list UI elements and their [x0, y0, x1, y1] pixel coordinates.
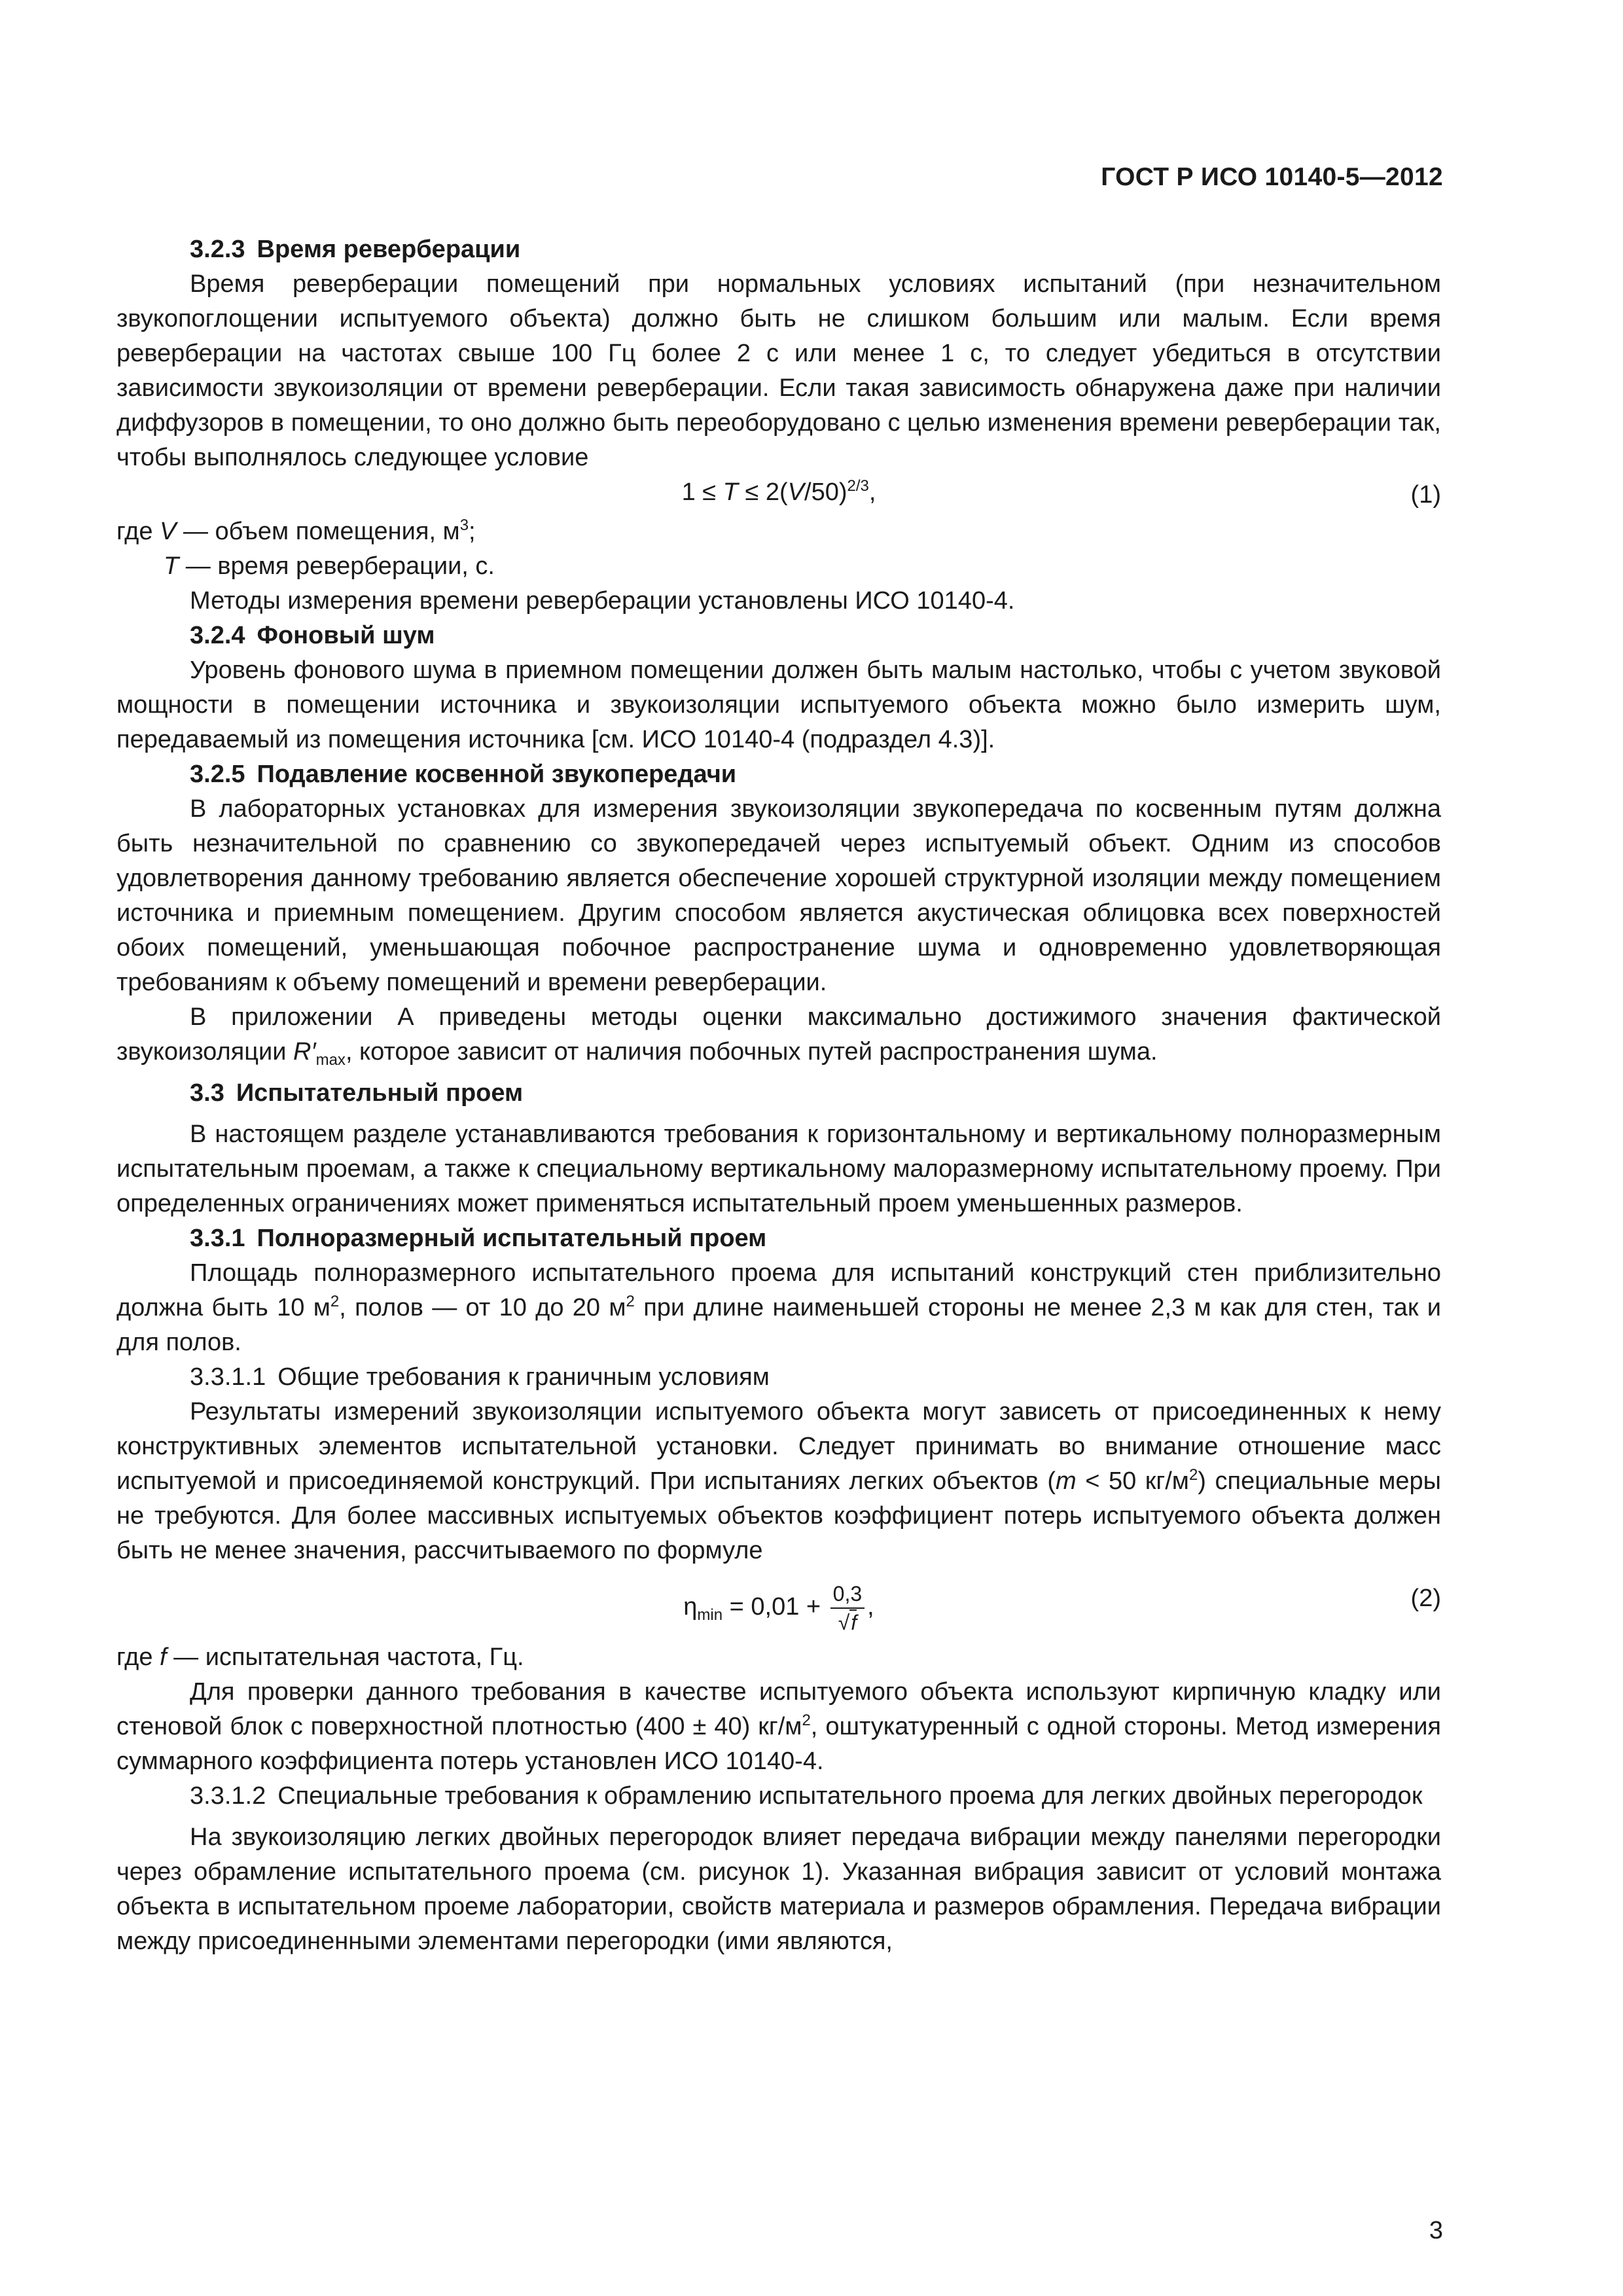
section-heading-3-3: 3.3 Испытательный проем [190, 1079, 524, 1107]
paragraph: Уровень фонового шума в приемном помещении должен быть малым настолько, чтобы с учетом звуковой мощности в помещении источника и звукоизоляции испытуемого объекта можно было измерить шум, передаваемый из помещения источника [см. ИСО 10140-4 (подраздел 4.3)]. [116, 656, 1441, 753]
page-number: 3 [1429, 2217, 1443, 2244]
equation-2: $\eta_{min} = 0,01$ + $\frac{0,3}{√f}$ , (2) [116, 1568, 1441, 1640]
subsection-heading-3-3-1-2: 3.3.1.2 Специальные требования к обрамлению испытательного проема для легких двойных перегородок [190, 1782, 1423, 1810]
equation-number: (2) [1410, 1585, 1441, 1612]
where-clause: где f — испытательная частота, Гц. [116, 1643, 524, 1671]
equation-1: $1 \le T \le 2(V/50)^{2/3}$, (1) [116, 475, 1441, 514]
paragraph: В лабораторных установках для измерения звукоизоляции звукопередача по косвенным путям должна быть незначительной по сравнению со звукопередачей через испытуемый объект. Одним из способов удовлетворения данному требованию является обеспечение хорошей структурной изоляции между помещением источника и приемным помещением. Другим способом является акустическая облицовка всех поверхностей обоих помещений, уменьшающая побочное распространение шума и одновременно удовлетворяющая требованиям к объему помещений и времени реверберации. [116, 795, 1441, 996]
section-heading-3-2-5: 3.2.5 Подавление косвенной звукопередачи [190, 761, 737, 788]
where-clause: T — время реверберации, с. [164, 552, 495, 580]
paragraph: Время реверберации помещений при нормальных условиях испытаний (при незначительном звукопоглощении испытуемого объекта) должно быть не слишком большим или малым. Если время реверберации на частотах свыше 100 Гц более 2 с или менее 1 с, то следует убедиться в отсутствии зависимости звукоизоляции от времени реверберации. Если такая зависимость обнаружена даже при наличии диффузоров в помещении, то оно должно быть переоборудовано с целью изменения времени реверберации так, чтобы выполнялось следующее условие [116, 270, 1441, 471]
paragraph: На звукоизоляцию легких двойных перегородок влияет передача вибрации между панелями перегородки через обрамление испытательного проема (см. рисунок 1). Указанная вибрация зависит от условий монтажа объекта в испытательном проеме лаборатории, свойств материала и размеров обрамления. Передача вибрации между присоединенными элементами перегородки (ими являются, [116, 1823, 1441, 1955]
subsection-heading-3-3-1-1: 3.3.1.1 Общие требования к граничным условиям [190, 1363, 770, 1391]
paragraph: Для проверки данного требования в качестве испытуемого объекта используют кирпичную кладку или стеновой блок с поверхностной плотностью (400 ± 40) $кг/м^2$, оштукатуренный с одной стороны. Метод измерения суммарного коэффициента потерь установлен ИСО 10140-4. [116, 1678, 1441, 1775]
paragraph: В настоящем разделе устанавливаются требования к горизонтальному и вертикальному полноразмерным испытательным проемам, а также к специальному вертикальному малоразмерному испытательному проему. При определенных ограничениях может применяться испытательный проем уменьшенных размеров. [116, 1121, 1441, 1217]
document-body [116, 232, 1441, 1959]
section-heading-3-3-1: 3.3.1 Полноразмерный испытательный проем [190, 1225, 767, 1252]
paragraph: Методы измерения времени реверберации установлены ИСО 10140-4. [190, 587, 1015, 615]
section-heading-3-2-3: 3.2.3 Время реверберации [190, 236, 521, 263]
paragraph: В приложении А приведены методы оценки максимально достижимого значения фактической звукоизоляции $R'_{max}$, которое зависит от наличия побочных путей распространения шума. [116, 1003, 1441, 1069]
paragraph: Результаты измерений звукоизоляции испытуемого объекта могут зависеть от присоединенных к нему конструктивных элементов испытательной установки. Следует принимать во внимание отношение масс испытуемой и присоединяемой конструкций. При испытаниях легких объектов (m < 50 $кг/м^2$) специальные меры не требуются. Для более массивных испытуемых объектов коэффициент потерь испытуемого объекта должен быть не менее значения, рассчитываемого по формуле [116, 1398, 1441, 1564]
document-code: ГОСТ Р ИСО 10140-5—2012 [1101, 163, 1443, 191]
section-heading-3-2-4: 3.2.4 Фоновый шум [190, 622, 435, 649]
where-clause: где V — объем помещения, $м^3$; [116, 516, 476, 545]
paragraph: Площадь полноразмерного испытательного проема для испытаний конструкций стен приблизительно должна быть 10 $м^2$, полов — от 10 до 20 $м^2$ при длине наименьшей стороны не менее 2,3 м как для стен, так и для полов. [116, 1259, 1441, 1356]
equation-number: (1) [1410, 481, 1441, 509]
